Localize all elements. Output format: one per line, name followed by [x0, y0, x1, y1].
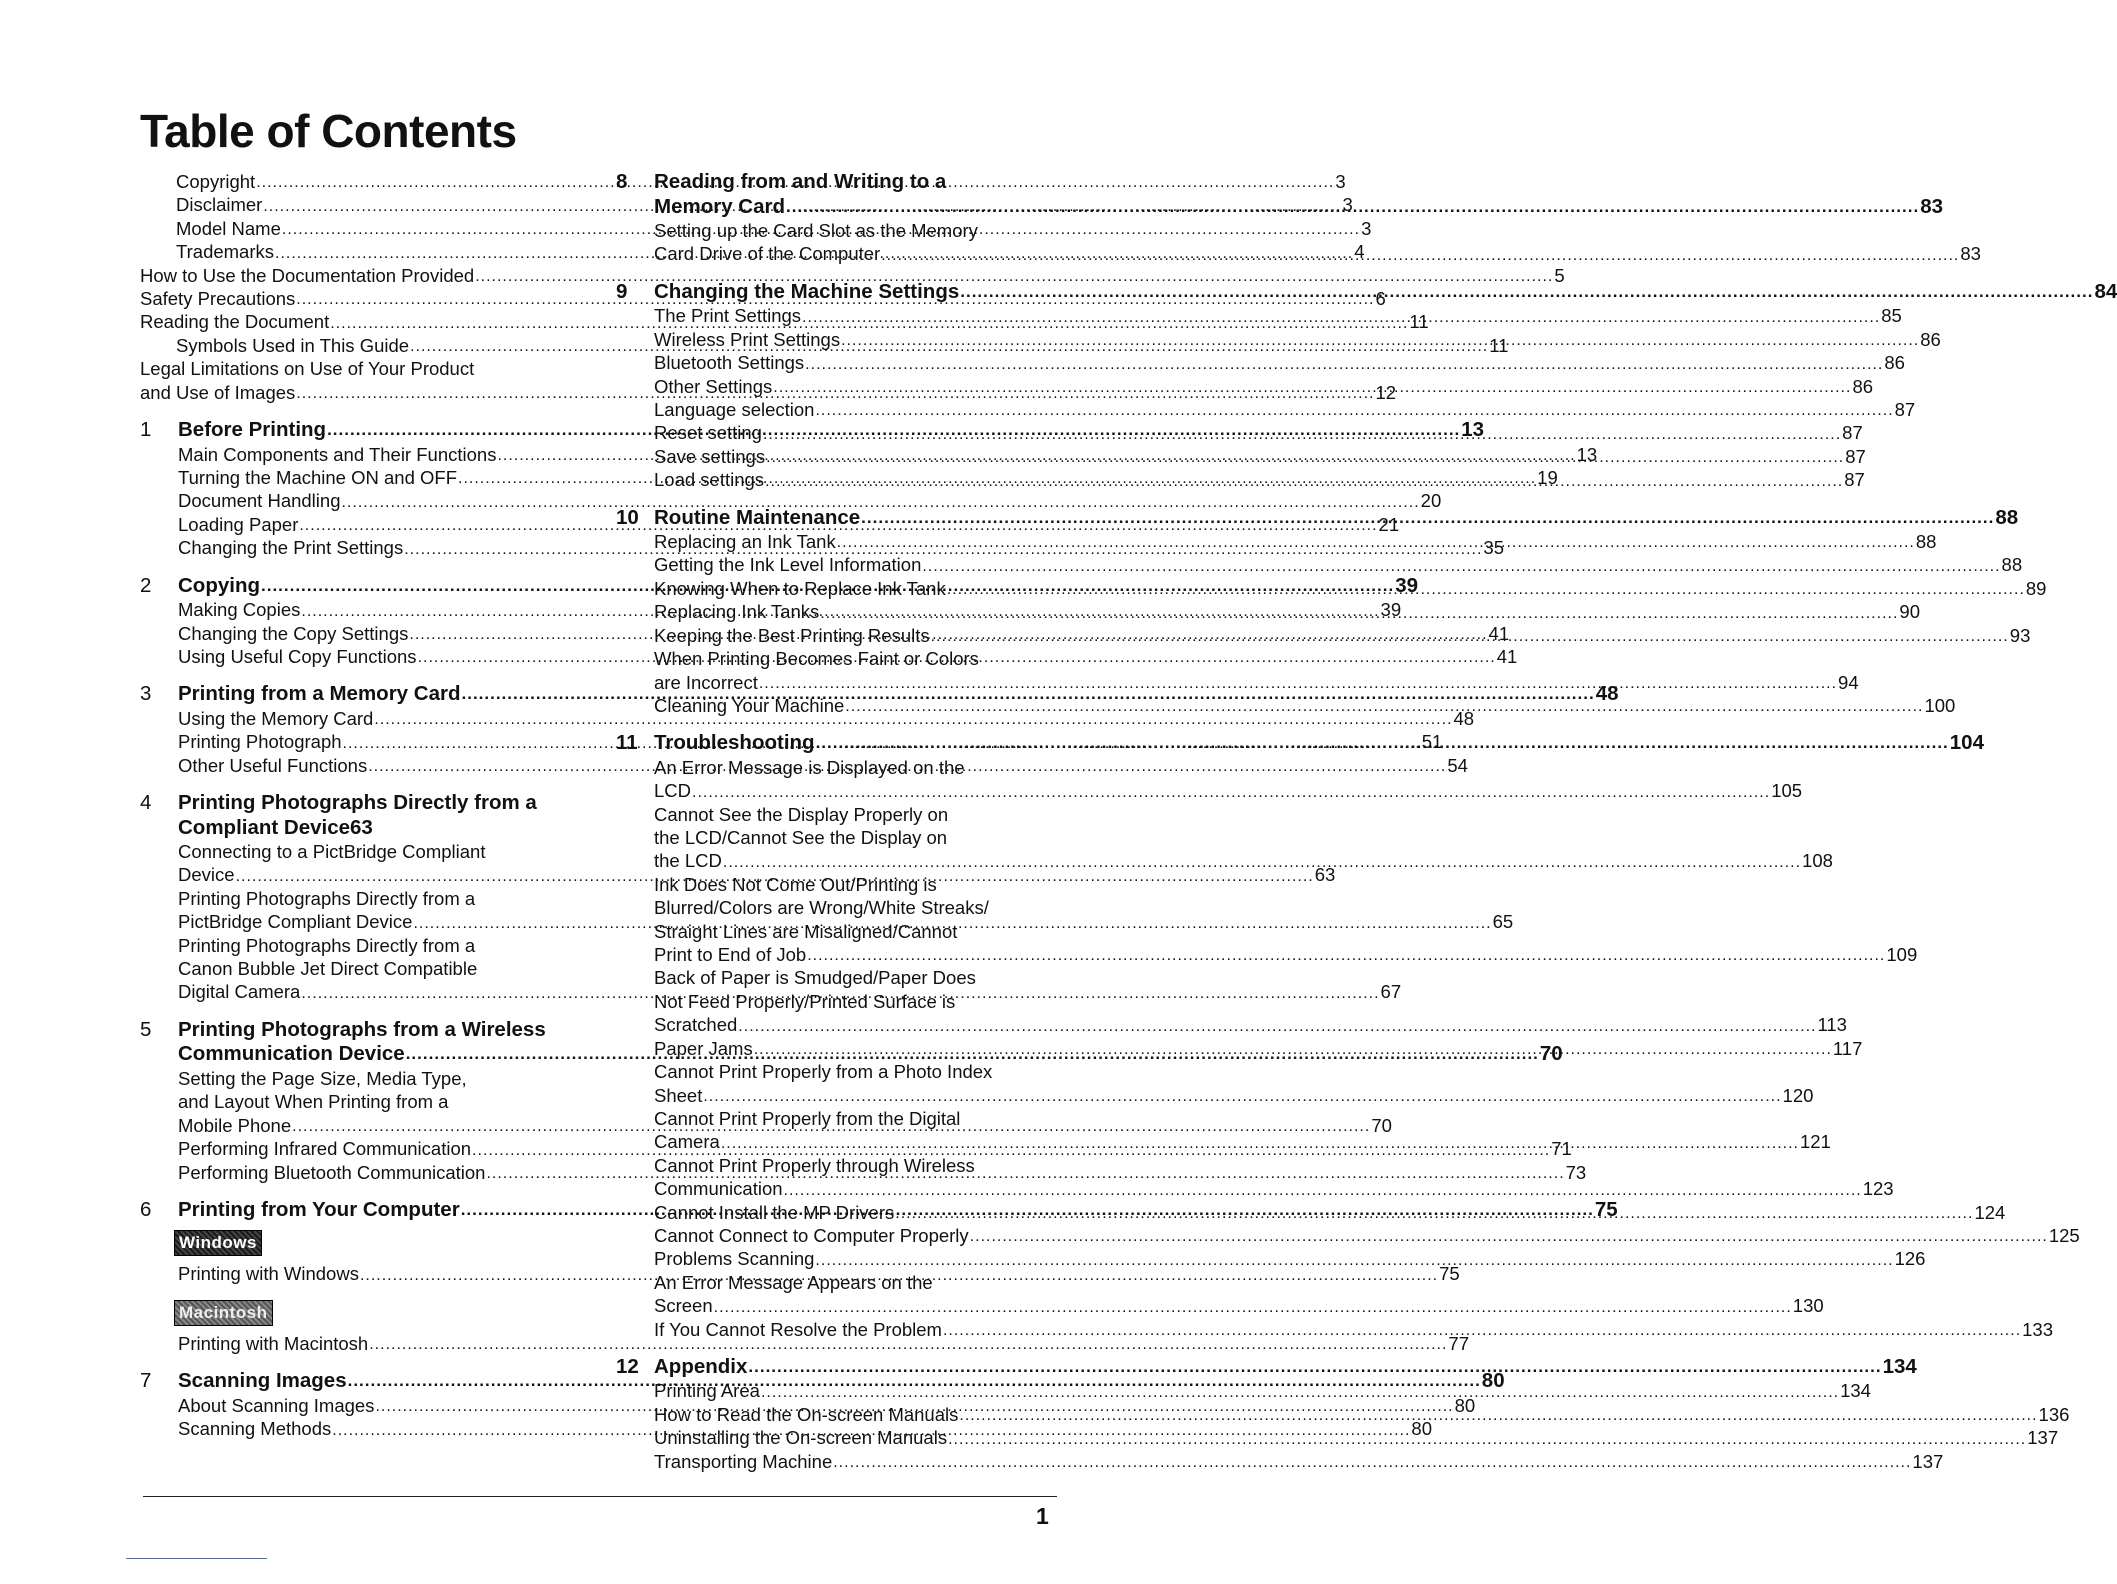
toc-entry-page: 85	[1881, 305, 1902, 327]
leader-dots	[805, 354, 1883, 375]
toc-entry-page: 71	[1551, 1138, 1572, 1160]
leader-dots	[970, 1226, 2048, 1247]
toc-entry[interactable]	[654, 553, 2023, 576]
toc-entry[interactable]: Cannot Print Properly from the Digital	[654, 1107, 961, 1129]
toc-entry-page: 70	[1371, 1114, 1392, 1136]
chapter-page: 83	[1920, 194, 1944, 218]
toc-entry[interactable]: the LCD/Cannot See the Display on	[654, 827, 948, 849]
toc-entry-page: 11	[1409, 311, 1429, 333]
toc-entry[interactable]: Straight Lines are Misaligned/Cannot	[654, 920, 958, 942]
chapter-title: Printing Photographs Directly from a	[178, 791, 537, 815]
chapter-title: Before Printing	[178, 418, 327, 442]
toc-entry[interactable]	[654, 779, 1803, 802]
chapter-title: Copying	[178, 573, 260, 597]
toc-entry-text: Copyright	[176, 171, 256, 192]
toc-entry[interactable]: Cannot Print Properly through Wireless	[654, 1154, 975, 1176]
chapter-page: 84	[2094, 279, 2117, 303]
chapter-title: Printing from a Memory Card	[178, 682, 461, 706]
toc-entry-page: 100	[1924, 694, 1956, 716]
toc-entry-text: Problems Scanning	[654, 1248, 815, 1270]
toc-entry-text: Trademarks	[176, 241, 275, 263]
toc-entry-text: How to Read the On-screen Manuals	[654, 1403, 959, 1425]
toc-entry-text: are Incorrect	[654, 671, 758, 693]
toc-entry-text: Transporting Machine	[654, 1450, 833, 1472]
leader-dots	[802, 307, 1880, 328]
toc-entry[interactable]: Printing Photographs Directly from a	[178, 934, 476, 956]
toc-entry-page: 120	[1782, 1084, 1814, 1106]
toc-entry-page: 75	[1439, 1263, 1460, 1285]
toc-entry[interactable]: Connecting to a PictBridge Compliant	[178, 841, 486, 863]
toc-entry-page: 5	[1554, 264, 1565, 286]
toc-entry-page: 13	[1576, 443, 1598, 465]
toc-entry-page: 137	[1912, 1450, 1944, 1472]
toc-entry-page: 137	[2027, 1427, 2059, 1449]
toc-entry-page: 105	[1771, 780, 1803, 802]
toc-entry-page: 123	[1862, 1178, 1894, 1200]
leader-dots	[841, 330, 1919, 351]
toc-entry-text: Replacing an Ink Tank	[654, 531, 836, 553]
leader-dots	[815, 1250, 1893, 1271]
chapter-number: 3	[140, 682, 152, 706]
windows-badge-icon: Windows	[174, 1230, 262, 1256]
toc-entry-text: Changing the Print Settings	[178, 537, 404, 559]
chapter-8-heading[interactable]	[616, 170, 1056, 195]
toc-entry-page: 89	[2025, 577, 2047, 599]
toc-entry-text: Sheet	[654, 1084, 703, 1106]
toc-entry-text: Using the Memory Card	[178, 707, 374, 729]
toc-entry-page: 126	[1894, 1248, 1926, 1270]
toc-entry-text: Wireless Print Settings	[654, 328, 841, 350]
leader-dots	[845, 696, 1923, 717]
toc-entry[interactable]	[654, 1294, 1824, 1317]
toc-entry-page: 121	[1799, 1131, 1831, 1153]
toc-entry-text: Communication	[654, 1178, 783, 1200]
toc-entry-page: 88	[2001, 554, 2023, 576]
toc-entry-text: Getting the Ink Level Information	[654, 554, 922, 576]
toc-entry-text: Making Copies	[178, 599, 301, 621]
leader-dots	[692, 782, 1770, 803]
toc-entry-text: Printing Photograph	[178, 731, 342, 753]
link-underline	[126, 1558, 267, 1559]
toc-entry-page: 125	[2048, 1224, 2080, 1246]
toc-entry-page: 48	[1453, 707, 1475, 729]
toc-entry-text: Cleaning Your Machine	[654, 694, 845, 716]
toc-entry-legal-line1[interactable]: Legal Limitations on Use of Your Product	[140, 358, 475, 380]
chapter-page: 80	[1481, 1369, 1505, 1393]
toc-entry[interactable]: Blurred/Colors are Wrong/White Streaks/	[654, 897, 989, 919]
leader-dots	[815, 400, 1893, 421]
toc-entry[interactable]	[654, 1013, 1847, 1036]
toc-entry-text: Cannot Connect to Computer Properly	[654, 1224, 969, 1246]
toc-entry-text: Loading Paper	[178, 513, 299, 535]
chapter-number: 11	[616, 731, 638, 755]
toc-entry[interactable]	[654, 1247, 1926, 1270]
toc-entry[interactable]: Printing Photographs Directly from a	[178, 887, 476, 909]
toc-entry-text: Replacing Ink Tanks	[654, 601, 820, 623]
toc-entry-page: 86	[1884, 352, 1905, 374]
toc-entry-text: Knowing When to Replace Ink Tank	[654, 577, 946, 599]
leader-dots	[738, 1016, 1816, 1037]
toc-entry-text: Safety Precautions	[140, 288, 296, 310]
toc-entry-text: Bluetooth Settings	[654, 352, 805, 374]
toc-entry-page: 6	[1375, 288, 1386, 310]
toc-entry-page: 41	[1496, 645, 1518, 667]
toc-entry-text: Device	[178, 864, 235, 886]
toc-entry-page: 134	[1840, 1380, 1871, 1402]
chapter-12-heading[interactable]	[616, 1354, 1917, 1380]
toc-entry-text: Performing Infrared Communication	[178, 1138, 472, 1160]
leader-dots	[784, 1180, 1862, 1201]
toc-entry[interactable]: Not Feed Properly/Printed Surface is	[654, 990, 956, 1012]
toc-entry-text: Scanning Methods	[178, 1418, 332, 1440]
chapter-number: 7	[140, 1369, 152, 1393]
toc-entry-page: 136	[2038, 1403, 2070, 1425]
leader-dots	[895, 1203, 1973, 1224]
toc-entry-text: Load settings	[654, 469, 765, 491]
toc-entry[interactable]	[654, 398, 1916, 421]
toc-entry-page: 51	[1421, 731, 1443, 753]
toc-entry-page: 87	[1844, 469, 1865, 491]
chapter-number: 10	[616, 505, 639, 529]
leader-dots	[807, 945, 1885, 966]
toc-entry-page: 83	[1960, 243, 1981, 265]
leader-dots	[943, 1320, 2021, 1341]
chapter-title: Printing from Your Computer	[178, 1197, 460, 1221]
toc-entry[interactable]: Cannot See the Display Properly on	[654, 803, 949, 825]
chapter-number: 9	[616, 279, 628, 303]
leader-dots	[960, 280, 2093, 305]
toc-entry-text: Scratched	[654, 1014, 738, 1036]
chapter-title: Printing Photographs from a Wireless	[178, 1017, 546, 1041]
leader-dots	[931, 626, 2009, 647]
toc-entry-page: 54	[1447, 754, 1468, 776]
toc-entry-text: About Scanning Images	[178, 1394, 375, 1416]
toc-entry-page: 65	[1492, 911, 1514, 933]
toc-entry-page: 20	[1420, 490, 1442, 512]
chapter-page: 70	[1539, 1042, 1563, 1066]
toc-entry-text: Symbols Used in This Guide	[176, 334, 410, 356]
leader-dots	[703, 1086, 1781, 1107]
toc-entry-page: 35	[1483, 537, 1504, 559]
toc-entry-text: The Print Settings	[654, 305, 802, 327]
chapter-page: 104	[1949, 731, 1984, 755]
toc-entry-text: Language selection	[654, 398, 815, 420]
toc-entry-text: Disclaimer	[176, 194, 263, 216]
toc-entry-page: 63	[1314, 864, 1336, 886]
toc-entry-page: 133	[2022, 1318, 2054, 1340]
leader-dots	[786, 195, 1919, 220]
chapter-number: 12	[616, 1354, 639, 1378]
toc-entry-page: 19	[1537, 466, 1558, 488]
toc-entry-page: 86	[1852, 375, 1874, 397]
toc-entry[interactable]: Back of Paper is Smudged/Paper Does	[654, 967, 976, 989]
toc-entry-text: PictBridge Compliant Device	[178, 911, 413, 933]
chapter-title: Reading from and Writing to a	[654, 170, 947, 193]
toc-entry-text: Uninstalling the On-screen Manuals	[654, 1427, 948, 1449]
chapter-page: 75	[1594, 1197, 1618, 1221]
macintosh-badge-icon: Macintosh	[174, 1300, 273, 1326]
toc-entry-page: 11	[1489, 334, 1509, 356]
toc-entry-text: Main Components and Their Functions	[178, 443, 497, 465]
toc-entry[interactable]	[654, 943, 1918, 966]
toc-entry-text: Turning the Machine ON and OFF	[178, 466, 457, 488]
toc-entry-text: Save settings	[654, 445, 766, 467]
chapter-title: Communication Device	[178, 1042, 405, 1066]
chapter-8-heading-line2[interactable]	[616, 194, 1944, 220]
toc-entry-page: 77	[1448, 1332, 1469, 1354]
toc-entry-text: Keeping the Best Printing Results	[654, 624, 930, 646]
toc-entry-text: Printing Area	[654, 1380, 760, 1402]
leader-dots	[714, 1297, 1792, 1318]
toc-entry-page: 87	[1894, 398, 1916, 420]
leader-dots	[837, 532, 1915, 553]
leader-dots	[721, 1133, 1799, 1154]
toc-entry[interactable]	[654, 351, 1905, 374]
toc-entry-page: 113	[1817, 1014, 1847, 1036]
chapter-4-heading-line2[interactable]	[140, 816, 584, 841]
leader-dots	[766, 447, 1844, 468]
toc-entry[interactable]: An Error Message Appears on the	[654, 1271, 933, 1293]
chapter-title: Changing the Machine Settings	[654, 279, 960, 303]
toc-entry-page: 86	[1920, 328, 1941, 350]
chapter-number: 4	[140, 791, 152, 815]
chapter-page: 39	[1395, 573, 1418, 597]
toc-entry-page: 39	[1380, 599, 1402, 621]
page-number: 1	[1036, 1503, 1049, 1529]
toc-entry-page: 88	[1915, 531, 1937, 553]
toc-entry-page: 87	[1842, 422, 1863, 444]
toc-entry[interactable]	[654, 242, 1981, 265]
toc-entry[interactable]: Ink Does Not Come Out/Printing is	[654, 873, 937, 895]
toc-entry[interactable]: Setting the Page Size, Media Type,	[178, 1067, 467, 1089]
toc-entry[interactable]: Setting up the Card Slot as the Memory	[654, 220, 978, 241]
toc-entry[interactable]: When Printing Becomes Faint or Colors	[654, 648, 979, 670]
chapter-title: Routine Maintenance	[654, 505, 861, 529]
toc-entry-text: Mobile Phone	[178, 1114, 292, 1136]
toc-entry-page: 124	[1974, 1201, 2006, 1223]
chapter-page: 88	[1995, 505, 2019, 529]
leader-dots	[773, 377, 1851, 398]
leader-dots	[820, 603, 1898, 624]
toc-entry-page: 67	[1380, 981, 1402, 1003]
leader-dots	[759, 673, 1837, 694]
page-title: Table of Contents	[140, 105, 517, 157]
toc-entry-text: the LCD	[654, 850, 722, 872]
toc-entry-page: 130	[1792, 1295, 1824, 1317]
toc-entry-page: 117	[1832, 1037, 1863, 1059]
chapter-title: Appendix	[654, 1354, 748, 1378]
chapter-number: 2	[140, 573, 152, 597]
chapter-page: 48	[1595, 682, 1619, 706]
leader-dots	[765, 471, 1843, 492]
toc-entry-text: Other Useful Functions	[178, 754, 368, 776]
toc-entry-text: Camera	[654, 1131, 720, 1153]
toc-entry[interactable]	[654, 1177, 1894, 1200]
toc-entry-page: 94	[1838, 671, 1859, 693]
chapter-9-heading[interactable]	[616, 279, 2117, 305]
toc-entry-page: 3	[1361, 217, 1372, 239]
toc-entry-text: Digital Camera	[178, 981, 301, 1003]
toc-entry-text: Printing with Macintosh	[178, 1332, 369, 1354]
toc-entry[interactable]	[178, 489, 1442, 512]
toc-entry-text: Model Name	[176, 217, 281, 239]
toc-entry-page: 90	[1899, 601, 1920, 623]
toc-entry[interactable]	[654, 1450, 1944, 1473]
toc-entry-page: 108	[1802, 850, 1833, 872]
toc-entry-page: 80	[1454, 1394, 1476, 1416]
toc-entry[interactable]	[654, 1224, 2080, 1247]
toc-entry[interactable]	[654, 1318, 2054, 1341]
chapter-page: 134	[1882, 1354, 1917, 1378]
toc-entry-text: Print to End of Job	[654, 944, 807, 966]
toc-entry[interactable]	[654, 1084, 1814, 1107]
chapter-title: Compliant Device63	[178, 815, 373, 839]
toc-entry-page: 109	[1886, 944, 1918, 966]
toc-entry-page: 12	[1375, 381, 1397, 403]
toc-entry-text: Using Useful Copy Functions	[178, 645, 417, 667]
toc-entry-text: If You Cannot Resolve the Problem	[654, 1318, 942, 1340]
toc-entry-text: Changing the Copy Settings	[178, 622, 409, 644]
leader-dots	[723, 852, 1801, 873]
toc-entry-page: 3	[1335, 171, 1346, 192]
toc-entry-text: LCD	[654, 780, 692, 802]
chapter-number: 1	[140, 418, 152, 442]
toc-entry-text: Document Handling	[178, 490, 341, 512]
toc-entry-text: Reset setting	[654, 422, 762, 444]
toc-entry-page: 73	[1565, 1161, 1587, 1183]
chapter-title: Troubleshooting	[654, 731, 815, 755]
toc-entry[interactable]	[654, 849, 1833, 872]
toc-entry[interactable]: Cannot Print Properly from a Photo Index	[654, 1061, 993, 1083]
toc-entry[interactable]: Canon Bubble Jet Direct Compatible	[178, 958, 478, 980]
leader-dots	[748, 1355, 1881, 1380]
chapter-5-heading[interactable]	[140, 1018, 584, 1043]
toc-entry-page: 87	[1845, 445, 1866, 467]
toc-entry[interactable]: and Layout When Printing from a	[178, 1091, 449, 1113]
chapter-number: 6	[140, 1197, 152, 1221]
toc-entry-text: Performing Bluetooth Communication	[178, 1161, 486, 1183]
chapter-title: Memory Card	[654, 194, 786, 218]
leader-dots	[861, 506, 1994, 531]
leader-dots	[754, 1039, 1832, 1060]
toc-entry[interactable]	[178, 707, 1475, 730]
toc-entry-text: Other Settings	[654, 375, 773, 397]
toc-entry-page: 21	[1378, 513, 1400, 535]
footer-rule	[143, 1496, 1057, 1497]
leader-dots	[922, 556, 2000, 577]
leader-dots	[816, 731, 1949, 756]
leader-dots	[763, 424, 1841, 445]
leader-dots	[948, 1429, 2026, 1450]
toc-entry-text: Reading the Document	[140, 311, 330, 333]
toc-entry-text: Card Drive of the Computer	[654, 243, 881, 265]
leader-dots	[947, 579, 2025, 600]
toc-entry-page: 93	[2009, 624, 2031, 646]
toc-entry-page: 3	[1342, 194, 1353, 216]
leader-dots	[833, 1452, 1911, 1473]
toc-entry-text: Screen	[654, 1295, 713, 1317]
toc-entry-text: Paper Jams	[654, 1037, 753, 1059]
chapter-number: 5	[140, 1017, 152, 1041]
leader-dots	[761, 1382, 1839, 1403]
toc-entry-text: Cannot Install the MP Drivers	[654, 1201, 895, 1223]
toc-entry[interactable]: An Error Message is Displayed on the	[654, 756, 965, 778]
toc-entry-page: 4	[1354, 241, 1365, 263]
toc-entry[interactable]	[140, 264, 1565, 287]
toc-entry-text: Printing with Windows	[178, 1263, 359, 1285]
toc-entry[interactable]	[178, 1332, 1469, 1355]
chapter-number: 8	[616, 170, 628, 193]
chapter-title: Scanning Images	[178, 1369, 347, 1393]
chapter-4-heading[interactable]	[140, 791, 584, 816]
leader-dots	[881, 245, 1959, 266]
toc-entry-page: 41	[1488, 622, 1510, 644]
leader-dots	[959, 1405, 2037, 1426]
toc-entry-page: 80	[1411, 1418, 1432, 1440]
chapter-page: 13	[1461, 418, 1485, 442]
toc-entry-text: How to Use the Documentation Provided	[140, 264, 475, 286]
toc-entry-text: and Use of Images	[140, 381, 296, 403]
